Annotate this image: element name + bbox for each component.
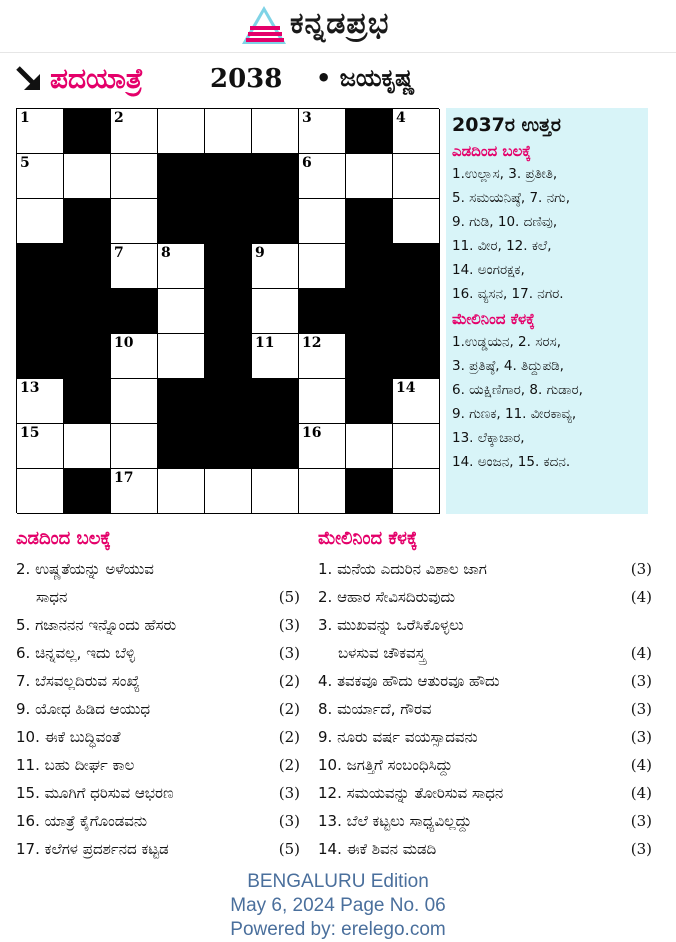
cell-number: 10 (114, 335, 134, 351)
grid-cell-black (64, 289, 111, 334)
clue-length: (3) (630, 840, 652, 858)
grid-cell[interactable] (393, 469, 440, 514)
clue-item (16, 639, 300, 667)
grid-cell[interactable] (393, 199, 440, 244)
clue-text: 4. ತವಕವೂ ಹೌದು ಆತುರವೂ ಹೌದು (318, 672, 500, 690)
clue-text: 6. ಚಿನ್ನವಲ್ಲ, ಇದು ಬೆಳ್ಳಿ (16, 644, 136, 662)
grid-cell[interactable] (17, 469, 64, 514)
grid-cell-black (17, 289, 64, 334)
grid-cell[interactable] (252, 109, 299, 154)
clue-length: (3) (630, 700, 652, 718)
cell-number: 17 (114, 470, 134, 486)
clue-length: (3) (630, 560, 652, 578)
clue-item (318, 779, 652, 807)
clue-text: 2. ಉಷ್ಣತೆಯನ್ನು ಅಳೆಯುವ (16, 560, 154, 578)
clue-text: 11. ಬಹು ದೀರ್ಘ ಕಾಲ (16, 756, 135, 774)
clue-item (16, 835, 300, 863)
logo-text: ಕನ್ನಡಪ್ರಭ (290, 6, 390, 41)
grid-cell[interactable] (205, 109, 252, 154)
cell-number: 14 (396, 380, 416, 396)
clue-item (16, 807, 300, 835)
grid-cell[interactable] (17, 424, 64, 469)
clue-text: 2. ಆಹಾರ ಸೇವಿಸದಿರುವುದು (318, 588, 455, 606)
grid-cell[interactable] (111, 379, 158, 424)
cell-number: 4 (396, 110, 406, 126)
cell-number: 15 (20, 425, 40, 441)
grid-cell[interactable] (17, 154, 64, 199)
grid-cell-black (64, 469, 111, 514)
grid-cell[interactable] (111, 334, 158, 379)
grid-cell[interactable] (111, 109, 158, 154)
cell-number: 11 (255, 335, 275, 351)
puzzle-title-row (14, 62, 654, 100)
grid-cell-black (158, 199, 205, 244)
clue-item (318, 667, 652, 695)
clue-text: 1. ಮನೆಯ ಎದುರಿನ ವಿಶಾಲ ಜಾಗ (318, 560, 487, 578)
grid-cell[interactable] (158, 289, 205, 334)
clue-text: 10. ಈಕೆ ಬುದ್ಧಿವಂತೆ (16, 728, 121, 746)
grid-cell-black (111, 289, 158, 334)
grid-cell-black (346, 109, 393, 154)
cell-number: 13 (20, 380, 40, 396)
cell-number: 3 (302, 110, 312, 126)
clue-length: (3) (278, 812, 300, 830)
grid-cell[interactable] (158, 469, 205, 514)
clue-text: 8. ಮರ್ಯಾದೆ, ಗೌರವ (318, 700, 432, 718)
grid-cell[interactable] (346, 424, 393, 469)
clue-item (318, 751, 652, 779)
clue-length: (5) (278, 588, 300, 606)
crossword-grid (16, 108, 439, 513)
answer-line: 5. ಸಮಯನಿಷ್ಠೆ, 7. ನಗು, (452, 190, 571, 206)
grid-cell-black (393, 334, 440, 379)
grid-cell[interactable] (252, 244, 299, 289)
down-clues-column (318, 528, 652, 863)
grid-cell-black (393, 244, 440, 289)
down-clues-list (318, 555, 652, 863)
powered-by-link[interactable]: Powered by: erelego.com (230, 919, 446, 940)
clue-text: 12. ಸಮಯವನ್ನು ತೋರಿಸುವ ಸಾಧನ (318, 784, 504, 802)
clue-text: 3. ಮುಖವನ್ನು ಒರೆಸಿಕೊಳ್ಳಲು (318, 616, 464, 634)
grid-cell[interactable] (64, 424, 111, 469)
grid-cell-black (346, 244, 393, 289)
clue-item (16, 779, 300, 807)
footer (0, 870, 676, 942)
grid-cell-black (346, 469, 393, 514)
grid-cell-black (252, 424, 299, 469)
grid-cell[interactable] (158, 109, 205, 154)
clue-text: 17. ಕಲೆಗಳ ಪ್ರದರ್ಶನದ ಕಟ್ಟಡ (16, 840, 169, 858)
answer-line: 14. ಅಂಜನ, 15. ಕದನ. (452, 454, 571, 470)
grid-cell-black (205, 379, 252, 424)
answers-across-heading: ಎಡದಿಂದ ಬಲಕ್ಕೆ (452, 142, 532, 160)
clue-length: (3) (630, 812, 652, 830)
grid-cell-black (158, 379, 205, 424)
grid-cell-black (205, 154, 252, 199)
clue-length: (3) (278, 644, 300, 662)
grid-cell[interactable] (299, 469, 346, 514)
grid-cell[interactable] (17, 379, 64, 424)
clue-length: (5) (278, 840, 300, 858)
previous-answers-panel (446, 108, 648, 514)
cell-number: 6 (302, 155, 312, 171)
grid-cell[interactable] (299, 109, 346, 154)
grid-cell-black (252, 154, 299, 199)
grid-cell[interactable] (299, 244, 346, 289)
answers-title: 2037ರ ಉತ್ತರ (452, 114, 561, 136)
grid-cell-black (205, 334, 252, 379)
grid-cell-black (17, 334, 64, 379)
across-clues-heading: ಎಡದಿಂದ ಬಲಕ್ಕೆ (16, 528, 111, 549)
grid-cell[interactable] (299, 154, 346, 199)
grid-cell-black (17, 244, 64, 289)
grid-cell[interactable] (299, 424, 346, 469)
clue-item (16, 555, 300, 611)
clue-item (16, 667, 300, 695)
clue-text: 5. ಗಜಾನನನ ಇನ್ನೊಂದು ಹೆಸರು (16, 616, 177, 634)
grid-cell-black (346, 379, 393, 424)
clue-length: (3) (278, 784, 300, 802)
clue-item (318, 611, 652, 667)
answer-line: 6. ಯಕ್ಷಿಣಿಗಾರ, 8. ಗುಡಾರ, (452, 382, 583, 398)
grid-cell[interactable] (393, 424, 440, 469)
clue-length: (2) (278, 672, 300, 690)
puzzle-number: 2038 (210, 64, 283, 94)
grid-cell-black (158, 154, 205, 199)
clue-text: 15. ಮೂಗಿಗೆ ಧರಿಸುವ ಆಭರಣ (16, 784, 174, 802)
grid-cell-black (158, 424, 205, 469)
grid-cell-black (64, 199, 111, 244)
clue-item (16, 723, 300, 751)
grid-cell[interactable] (205, 469, 252, 514)
clue-item (318, 835, 652, 863)
grid-cell[interactable] (111, 469, 158, 514)
answer-line: 16. ವ್ಯಸನ, 17. ನಗರ. (452, 286, 564, 302)
grid-cell-black (393, 289, 440, 334)
answer-line: 1.ಉಲ್ಲಾಸ, 3. ಪ್ರತೀತಿ, (452, 166, 558, 182)
cell-number: 5 (20, 155, 30, 171)
clue-item (318, 583, 652, 611)
clue-item (16, 695, 300, 723)
grid-cell-black (205, 289, 252, 334)
clue-text: 9. ನೂರು ವರ್ಷ ವಯಸ್ಸಾದವನು (318, 728, 478, 746)
clue-length: (2) (278, 756, 300, 774)
clue-text: 16. ಯಾತ್ರೆ ಕೈಗೊಂಡವನು (16, 812, 148, 830)
masthead (0, 0, 676, 53)
answer-line: 3. ಪ್ರತಿಷ್ಠೆ, 4. ತಿದ್ದುಪಡಿ, (452, 358, 564, 374)
clue-continuation: ಸಾಧನ (36, 588, 68, 606)
cell-number: 7 (114, 245, 124, 261)
answer-line: 9. ಗುಡಿ, 10. ದಣಿವು, (452, 214, 558, 230)
puzzle-name: ಪದಯಾತ್ರೆ (50, 62, 144, 95)
answer-line: 14. ಅಂಗರಕ್ಷಕ, (452, 262, 525, 278)
clue-text: 7. ಬೆಸವಲ್ಲದಿರುವ ಸಂಖ್ಯೆ (16, 672, 141, 690)
clue-item (318, 807, 652, 835)
answer-line: 9. ಗುಣಕ, 11. ವೀರಕಾವ್ಯ, (452, 406, 577, 422)
clue-item (16, 611, 300, 639)
puzzle-author: • ಜಯಕೃಷ್ಣ (316, 64, 415, 92)
cell-number: 8 (161, 245, 171, 261)
grid-cell-black (346, 199, 393, 244)
grid-cell[interactable] (252, 289, 299, 334)
clue-length: (2) (278, 700, 300, 718)
clue-item (318, 555, 652, 583)
grid-cell-black (64, 334, 111, 379)
grid-cell-black (252, 379, 299, 424)
clue-length: (4) (630, 784, 652, 802)
grid-cell[interactable] (111, 199, 158, 244)
grid-cell[interactable] (158, 244, 205, 289)
cell-number: 12 (302, 335, 322, 351)
clue-continuation: ಬಳಸುವ ಚೌಕವಸ್ತ್ರ (338, 644, 426, 662)
grid-cell[interactable] (111, 154, 158, 199)
grid-cell[interactable] (252, 334, 299, 379)
clue-text: 9. ಯೋಧ ಹಿಡಿದ ಆಯುಧ (16, 700, 151, 718)
grid-cell-black (299, 289, 346, 334)
answers-down-heading: ಮೇಲಿನಿಂದ ಕೆಳಕ್ಕೆ (452, 310, 535, 328)
grid-cell[interactable] (111, 424, 158, 469)
grid-cell-black (64, 109, 111, 154)
grid-cell[interactable] (252, 469, 299, 514)
grid-cell[interactable] (64, 154, 111, 199)
clue-item (318, 695, 652, 723)
grid-cell-black (205, 199, 252, 244)
clue-item (318, 723, 652, 751)
grid-cell[interactable] (393, 109, 440, 154)
clue-length: (4) (630, 644, 652, 662)
clue-length: (4) (630, 756, 652, 774)
grid-cell-black (64, 244, 111, 289)
down-clues-heading: ಮೇಲಿನಿಂದ ಕೆಳಕ್ಕೆ (318, 528, 418, 549)
clue-text: 13. ಬೆಲೆ ಕಟ್ಟಲು ಸಾಧ್ಯವಿಲ್ಲದ್ದು (318, 812, 472, 830)
clue-length: (3) (630, 728, 652, 746)
across-clues-column (16, 528, 300, 863)
grid-cell[interactable] (346, 154, 393, 199)
grid-cell[interactable] (17, 109, 64, 154)
grid-cell[interactable] (393, 154, 440, 199)
clue-length: (2) (278, 728, 300, 746)
edition-label: BENGALURU Edition (247, 871, 429, 892)
grid-cell[interactable] (299, 334, 346, 379)
grid-cell[interactable] (17, 199, 64, 244)
clue-text: 10. ಜಗತ್ತಿಗೆ ಸಂಬಂಧಿಸಿದ್ದು (318, 756, 453, 774)
grid-cell-black (346, 289, 393, 334)
answer-line: 13. ಲೆಕ್ಕಾಚಾರ, (452, 430, 525, 446)
clue-length: (3) (278, 616, 300, 634)
triangle-stripe-logo-icon (240, 4, 288, 46)
cell-number: 9 (255, 245, 265, 261)
grid-cell[interactable] (158, 334, 205, 379)
clue-text: 14. ಈಕೆ ಶಿವನ ಮಡದಿ (318, 840, 437, 858)
cell-number: 2 (114, 110, 124, 126)
grid-cell[interactable] (111, 244, 158, 289)
arrow-down-right-icon (14, 64, 44, 94)
answer-line: 1.ಉಡ್ಡಯನ, 2. ಸರಸ, (452, 334, 561, 350)
grid-cell-black (252, 199, 299, 244)
cell-number: 1 (20, 110, 30, 126)
grid-cell[interactable] (299, 379, 346, 424)
grid-cell-black (205, 244, 252, 289)
grid-cell-black (64, 379, 111, 424)
clue-item (16, 751, 300, 779)
answers-down-list (452, 330, 642, 474)
grid-cell-black (346, 334, 393, 379)
clue-length: (3) (630, 672, 652, 690)
answer-line: 11. ವೀರ, 12. ಕಲೆ, (452, 238, 552, 254)
grid-cell[interactable] (393, 379, 440, 424)
date-page-label: May 6, 2024 Page No. 06 (230, 895, 446, 916)
across-clues-list (16, 555, 300, 863)
cell-number: 16 (302, 425, 322, 441)
clue-length: (4) (630, 588, 652, 606)
answers-across-list (452, 162, 642, 306)
grid-cell[interactable] (299, 199, 346, 244)
grid-cell-black (205, 424, 252, 469)
